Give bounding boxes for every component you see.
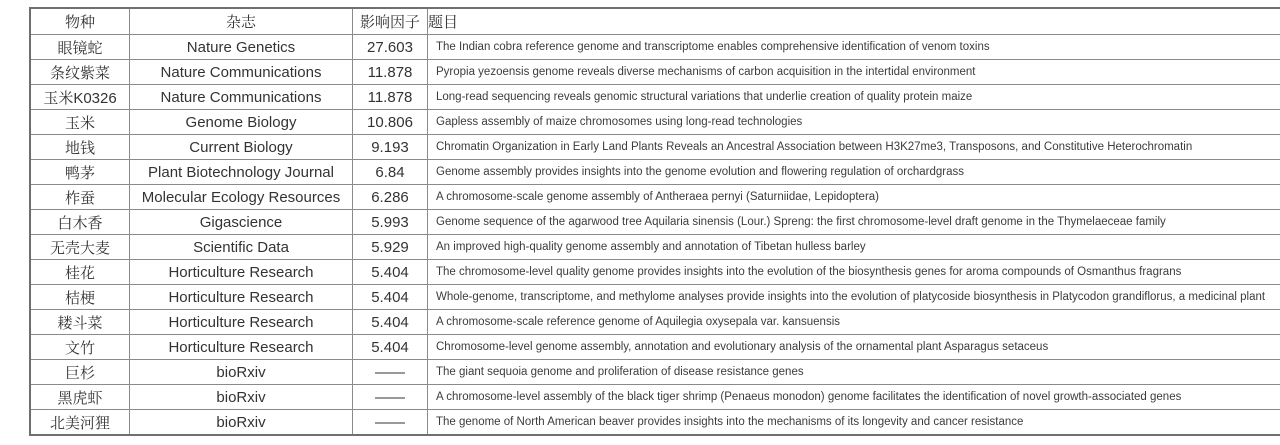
cell-species: 玉米 [30,110,130,135]
cell-title: Gapless assembly of maize chromosomes using long-read technologies [428,110,1280,135]
cell-journal: Horticulture Research [130,310,353,335]
cell-journal: Horticulture Research [130,335,353,360]
cell-journal: bioRxiv [130,385,353,410]
cell-impact-factor: 9.193 [353,135,428,160]
cell-species: 巨杉 [30,360,130,385]
cell-journal: bioRxiv [130,360,353,385]
table-row [30,60,1280,85]
cell-impact-factor: —— [353,360,428,385]
table-header [30,8,1280,35]
cell-impact-factor: 5.404 [353,260,428,285]
cell-species: 地钱 [30,135,130,160]
table-row [30,85,1280,110]
table-row [30,410,1280,436]
table-row [30,310,1280,335]
cell-title: Genome assembly provides insights into the genome evolution and flowering regulation of orchardgrass [428,160,1280,185]
cell-title: A chromosome-scale genome assembly of Antheraea pernyi (Saturniidae, Lepidoptera) [428,185,1280,210]
cell-species: 黑虎虾 [30,385,130,410]
papers-table [29,7,1280,436]
cell-journal: Genome Biology [130,110,353,135]
column-header-title: 题目 [428,8,1280,35]
cell-impact-factor: 11.878 [353,85,428,110]
cell-species: 眼镜蛇 [30,35,130,60]
cell-journal: Nature Genetics [130,35,353,60]
cell-journal: Horticulture Research [130,285,353,310]
column-header-impact-factor: 影响因子 [353,8,428,35]
table-row [30,385,1280,410]
cell-title: The giant sequoia genome and proliferation of disease resistance genes [428,360,1280,385]
header-row [30,8,1280,35]
cell-impact-factor: 11.878 [353,60,428,85]
table-row [30,210,1280,235]
table-row [30,260,1280,285]
cell-title: The chromosome-level quality genome provides insights into the evolution of the biosynthesis genes for aroma compounds of Osmanthus fragrans [428,260,1280,285]
table-row [30,235,1280,260]
table-row [30,135,1280,160]
cell-species: 柞蚕 [30,185,130,210]
cell-title: A chromosome-scale reference genome of Aquilegia oxysepala var. kansuensis [428,310,1280,335]
cell-species: 玉米K0326 [30,85,130,110]
cell-journal: Current Biology [130,135,353,160]
cell-impact-factor: —— [353,385,428,410]
cell-journal: Nature Communications [130,85,353,110]
cell-species: 桂花 [30,260,130,285]
cell-impact-factor: 5.404 [353,335,428,360]
cell-species: 条纹紫菜 [30,60,130,85]
cell-impact-factor: 10.806 [353,110,428,135]
table-row [30,160,1280,185]
cell-title: Pyropia yezoensis genome reveals diverse mechanisms of carbon acquisition in the intertidal environment [428,60,1280,85]
cell-title: Whole-genome, transcriptome, and methylome analyses provide insights into the evolution of platycoside biosynthesis in Platycodon grandiflorus, a medicinal plant [428,285,1280,310]
cell-impact-factor: 5.404 [353,310,428,335]
cell-impact-factor: 5.929 [353,235,428,260]
column-header-species: 物种 [30,8,130,35]
cell-title: An improved high-quality genome assembly and annotation of Tibetan hulless barley [428,235,1280,260]
cell-species: 桔梗 [30,285,130,310]
cell-journal: Molecular Ecology Resources [130,185,353,210]
table-row [30,360,1280,385]
cell-journal: Horticulture Research [130,260,353,285]
cell-species: 鸭茅 [30,160,130,185]
cell-title: Chromosome-level genome assembly, annotation and evolutionary analysis of the ornamental plant Asparagus setaceus [428,335,1280,360]
table-row [30,35,1280,60]
cell-title: The Indian cobra reference genome and transcriptome enables comprehensive identification of venom toxins [428,35,1280,60]
table-body [30,35,1280,436]
cell-journal: Plant Biotechnology Journal [130,160,353,185]
cell-title: The genome of North American beaver provides insights into the mechanisms of its longevity and cancer resistance [428,410,1280,436]
cell-impact-factor: 6.286 [353,185,428,210]
cell-impact-factor: 6.84 [353,160,428,185]
cell-journal: Scientific Data [130,235,353,260]
cell-species: 耧斗菜 [30,310,130,335]
table-row [30,285,1280,310]
cell-species: 无壳大麦 [30,235,130,260]
cell-impact-factor: 5.404 [353,285,428,310]
cell-species: 文竹 [30,335,130,360]
table-row [30,185,1280,210]
cell-journal: bioRxiv [130,410,353,436]
cell-impact-factor: —— [353,410,428,436]
cell-journal: Gigascience [130,210,353,235]
cell-title: A chromosome-level assembly of the black tiger shrimp (Penaeus monodon) genome facilitates the identification of novel growth-associated genes [428,385,1280,410]
cell-title: Chromatin Organization in Early Land Plants Reveals an Ancestral Association between H3K27me3, Transposons, and Constitutive Heterochromatin [428,135,1280,160]
cell-title: Long-read sequencing reveals genomic structural variations that underlie creation of quality protein maize [428,85,1280,110]
cell-species: 北美河狸 [30,410,130,436]
cell-title: Genome sequence of the agarwood tree Aquilaria sinensis (Lour.) Spreng: the first chromosome-level draft genome in the Thymelaeceae family [428,210,1280,235]
column-header-journal: 杂志 [130,8,353,35]
cell-journal: Nature Communications [130,60,353,85]
table-row [30,110,1280,135]
cell-impact-factor: 5.993 [353,210,428,235]
table-row [30,335,1280,360]
cell-impact-factor: 27.603 [353,35,428,60]
cell-species: 白木香 [30,210,130,235]
genome-papers-table [29,7,1280,436]
